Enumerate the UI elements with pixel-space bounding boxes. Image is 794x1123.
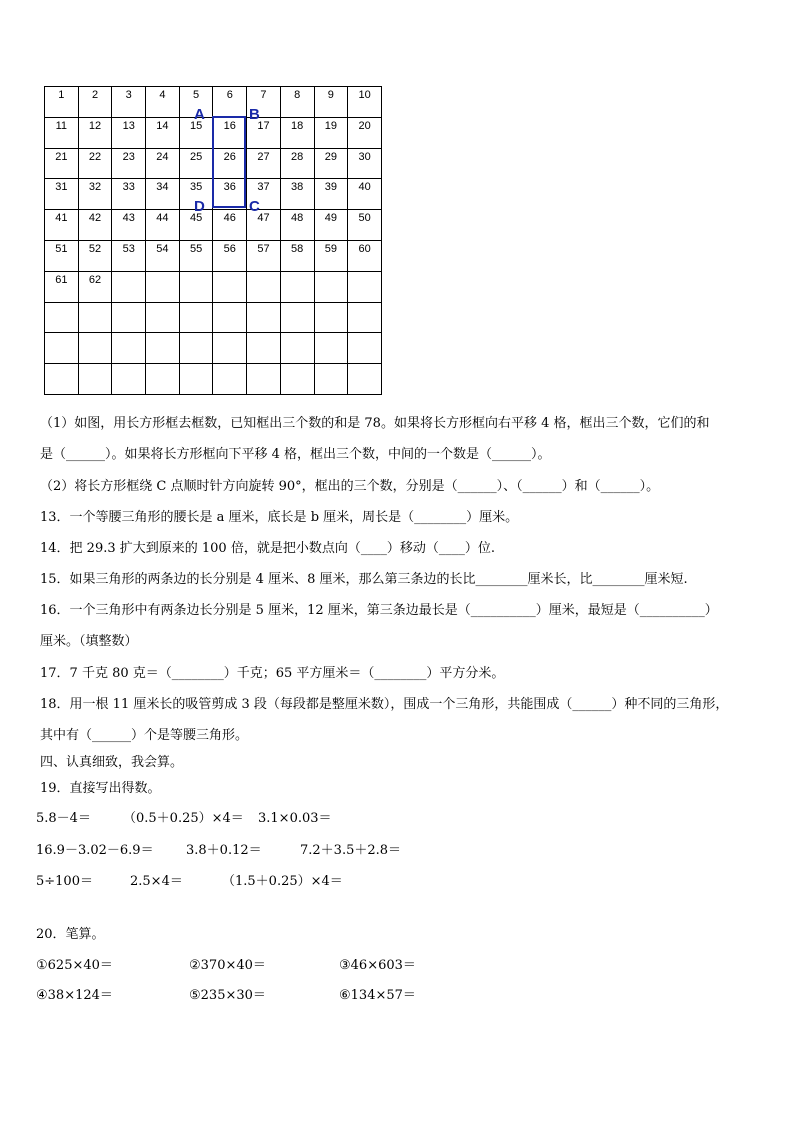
grid-cell: 56 (213, 240, 247, 271)
grid-cell: 28 (280, 148, 314, 179)
q19-item: 16.9－3.02－6.9＝ (36, 843, 154, 858)
grid-cell: 38 (280, 179, 314, 210)
grid-cell (348, 271, 382, 302)
q19-item: 3.1×0.03＝ (258, 811, 332, 826)
grid-cell: 5 (179, 87, 213, 118)
grid-cell (314, 271, 348, 302)
grid-cell: 59 (314, 240, 348, 271)
grid-cell: 29 (314, 148, 348, 179)
q16-line1: 16．一个三角形中有两条边长分别是 5 厘米，12 厘米，第三条边最长是（__________）厘米，最短是（__________） (40, 603, 718, 618)
grid-cell: 26 (213, 148, 247, 179)
grid-cell: 46 (213, 210, 247, 241)
q19-item: 3.8＋0.12＝ (186, 843, 262, 858)
q12-part1-line2: 是（______）。如果将长方形框向下平移 4 格，框出三个数，中间的一个数是（______）。 (40, 447, 551, 462)
grid-cell: 19 (314, 117, 348, 148)
q13: 13．一个等腰三角形的腰长是 a 厘米，底长是 b 厘米，周长是（________）厘米。 (40, 510, 519, 525)
q20-item: ④38×124＝ (36, 988, 113, 1003)
q17: 17．7 千克 80 克＝（________）千克；65 平方厘米＝（________）平方分米。 (40, 666, 505, 681)
grid-cell: 52 (78, 240, 112, 271)
grid-cell: 11 (45, 117, 79, 148)
grid-cell: 35 (179, 179, 213, 210)
grid-cell: 15 (179, 117, 213, 148)
section-4-heading: 四、认真细致，我会算。 (40, 755, 184, 770)
grid-cell: 50 (348, 210, 382, 241)
grid-row (45, 179, 382, 210)
grid-cell: 18 (280, 117, 314, 148)
grid-cell: 43 (112, 210, 146, 241)
q20-item: ③46×603＝ (339, 958, 416, 973)
grid-cell (112, 364, 146, 395)
grid-cell: 12 (78, 117, 112, 148)
grid-cell: 61 (45, 271, 79, 302)
q19-item: 2.5×4＝ (130, 874, 183, 889)
corner-label-d: D (194, 198, 205, 215)
grid-cell: 3 (112, 87, 146, 118)
grid-cell: 16 (213, 117, 247, 148)
grid-cell: 4 (146, 87, 180, 118)
grid-cell: 7 (247, 87, 281, 118)
grid-cell (314, 333, 348, 364)
grid-cell: 24 (146, 148, 180, 179)
q20-item: ⑥134×57＝ (339, 988, 416, 1003)
q15: 15．如果三角形的两条边的长分别是 4 厘米、8 厘米，那么第三条边的长比________厘米长，比________厘米短. (40, 572, 688, 587)
grid-row (45, 364, 382, 395)
grid-cell: 40 (348, 179, 382, 210)
q19-item: （0.5＋0.25）×4＝ (123, 811, 244, 826)
grid-row (45, 333, 382, 364)
grid-row (45, 148, 382, 179)
grid-cell: 36 (213, 179, 247, 210)
corner-label-a: A (194, 106, 205, 123)
grid-cell (78, 302, 112, 333)
grid-cell: 9 (314, 87, 348, 118)
grid-cell (112, 333, 146, 364)
grid-cell: 6 (213, 87, 247, 118)
q19-title: 19．直接写出得数。 (40, 781, 161, 796)
number-grid-table (44, 86, 382, 395)
grid-cell (112, 302, 146, 333)
grid-cell: 44 (146, 210, 180, 241)
grid-cell: 54 (146, 240, 180, 271)
grid-cell (247, 333, 281, 364)
grid-cell (280, 364, 314, 395)
grid-cell: 20 (348, 117, 382, 148)
grid-cell (280, 333, 314, 364)
corner-label-b: B (249, 106, 260, 123)
grid-cell: 27 (247, 148, 281, 179)
q19-item: （1.5＋0.25）×4＝ (222, 874, 343, 889)
grid-cell: 49 (314, 210, 348, 241)
grid-cell: 10 (348, 87, 382, 118)
grid-cell: 8 (280, 87, 314, 118)
q20-item: ①625×40＝ (36, 958, 113, 973)
grid-cell: 2 (78, 87, 112, 118)
grid-row (45, 271, 382, 302)
grid-cell: 23 (112, 148, 146, 179)
grid-cell (179, 333, 213, 364)
grid-cell (78, 364, 112, 395)
grid-cell: 13 (112, 117, 146, 148)
grid-cell: 39 (314, 179, 348, 210)
grid-cell: 34 (146, 179, 180, 210)
grid-cell: 37 (247, 179, 281, 210)
grid-cell (280, 302, 314, 333)
q20-item: ②370×40＝ (189, 958, 266, 973)
q18-line1: 18．用一根 11 厘米长的吸管剪成 3 段（每段都是整厘米数），围成一个三角形，共能围成（______）种不同的三角形， (40, 697, 729, 712)
grid-cell: 60 (348, 240, 382, 271)
grid-cell (179, 271, 213, 302)
grid-cell: 32 (78, 179, 112, 210)
grid-cell: 25 (179, 148, 213, 179)
grid-cell: 55 (179, 240, 213, 271)
grid-cell (314, 302, 348, 333)
q16-line2: 厘米。（填整数） (40, 634, 138, 649)
q12-part2: （2）将长方形框绕 C 点顺时针方向旋转 90°，框出的三个数，分别是（______）、（______）和（______）。 (40, 479, 660, 494)
q19-item: 7.2＋3.5＋2.8＝ (300, 843, 402, 858)
grid-cell (45, 364, 79, 395)
grid-cell (146, 333, 180, 364)
grid-cell (146, 302, 180, 333)
grid-cell: 62 (78, 271, 112, 302)
grid-cell: 45 (179, 210, 213, 241)
grid-cell: 48 (280, 210, 314, 241)
grid-cell (348, 333, 382, 364)
q14: 14．把 29.3 扩大到原来的 100 倍，就是把小数点向（____）移动（____）位. (40, 541, 495, 556)
grid-cell: 17 (247, 117, 281, 148)
grid-cell (348, 302, 382, 333)
grid-cell: 41 (45, 210, 79, 241)
grid-cell (247, 271, 281, 302)
grid-cell (213, 364, 247, 395)
grid-cell: 51 (45, 240, 79, 271)
grid-row (45, 302, 382, 333)
q19-item: 5.8－4＝ (36, 811, 91, 826)
number-grid (44, 86, 382, 395)
grid-row (45, 117, 382, 148)
grid-cell: 21 (45, 148, 79, 179)
grid-row (45, 210, 382, 241)
grid-cell: 53 (112, 240, 146, 271)
grid-cell: 47 (247, 210, 281, 241)
grid-cell (146, 271, 180, 302)
corner-label-c: C (249, 198, 260, 215)
grid-cell (146, 364, 180, 395)
grid-cell (213, 333, 247, 364)
grid-cell: 57 (247, 240, 281, 271)
q18-line2: 其中有（______）个是等腰三角形。 (40, 728, 249, 743)
grid-cell: 33 (112, 179, 146, 210)
grid-cell (213, 271, 247, 302)
grid-cell (45, 333, 79, 364)
grid-cell: 42 (78, 210, 112, 241)
grid-cell: 1 (45, 87, 79, 118)
q19-item: 5÷100＝ (36, 874, 93, 889)
grid-row (45, 87, 382, 118)
grid-cell: 30 (348, 148, 382, 179)
grid-cell (78, 333, 112, 364)
grid-cell (247, 302, 281, 333)
grid-cell (179, 364, 213, 395)
grid-cell (280, 271, 314, 302)
q20-title: 20．笔算。 (36, 927, 105, 942)
grid-cell (45, 302, 79, 333)
grid-cell: 14 (146, 117, 180, 148)
q20-item: ⑤235×30＝ (189, 988, 266, 1003)
grid-cell (179, 302, 213, 333)
grid-row (45, 240, 382, 271)
grid-cell (213, 302, 247, 333)
grid-cell: 22 (78, 148, 112, 179)
grid-cell (348, 364, 382, 395)
grid-cell (112, 271, 146, 302)
grid-cell: 58 (280, 240, 314, 271)
grid-cell (247, 364, 281, 395)
q12-part1-line1: （1）如图，用长方形框去框数，已知框出三个数的和是 78。如果将长方形框向右平移 4 格，框出三个数，它们的和 (40, 416, 710, 431)
grid-cell: 31 (45, 179, 79, 210)
grid-cell (314, 364, 348, 395)
